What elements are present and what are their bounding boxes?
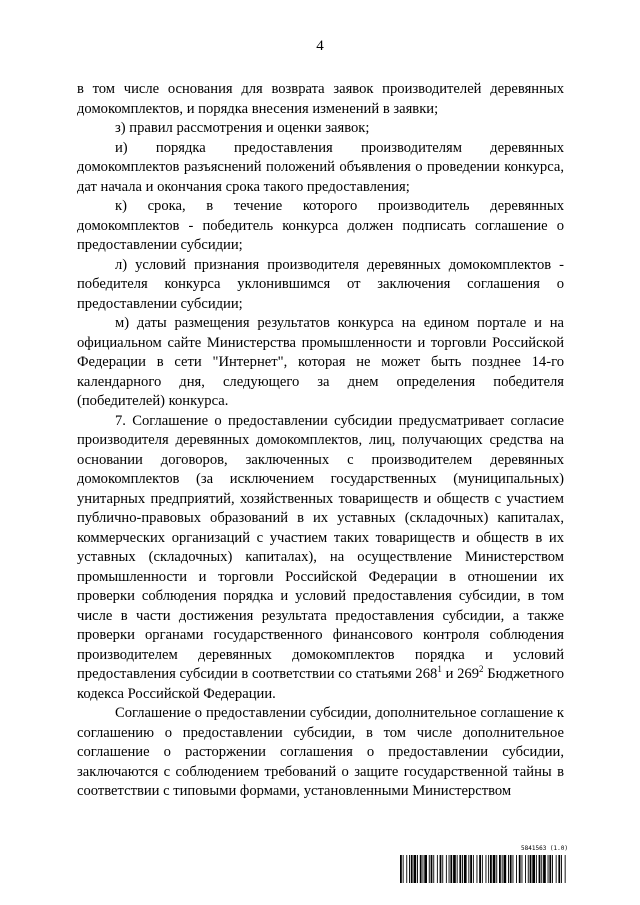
superscript-2: 2 [479,664,484,674]
paragraph-7-mid: и 269 [441,666,480,682]
paragraph-7-end: Бюджетного кодекса Российской Федерации. [77,666,564,702]
paragraph-continuation: в том числе основания для возврата заявок производителей деревянных домокомплектов, и порядка внесения изменений в заявки; [77,81,564,117]
paragraph-item-i: и) порядка предоставления производителям деревянных домокомплектов разъяснений положений объявления о проведении конкурса, дат начала и окончания срока такого предоставления; [77,139,564,195]
document-body [77,80,564,802]
barcode-icon [400,855,568,883]
paragraph-agreement: Соглашение о предоставлении субсидии, дополнительное соглашение к соглашению о предоставлении субсидии, в том числе дополнительное соглашение о расторжении соглашения о предоставлении субсидии, заключаются с соблюдением требований о защите государственной тайны в соответствии с типовыми формами, установленными Министерством [77,705,564,799]
paragraph-item-l: л) условий признания производителя деревянных домокомплектов - победителя конкурса уклонившимся от заключения соглашения о предоставлении субсидии; [77,256,564,312]
paragraph-item-k: к) срока, в течение которого производитель деревянных домокомплектов - победитель конкурса должен подписать соглашение о предоставлении субсидии; [77,198,564,253]
paragraph-7 [77,412,564,705]
paragraph-7-text: 7. Соглашение о предоставлении субсидии предусматривает согласие производителя деревянных домокомплектов, лиц, получающих средства на основании договоров, заключенных с производителем деревянных домокомплектов (за исключением государственных (муниципальных) унитарных предприятий, хозяйственных товариществ и обществ с участием публично-правовых образований в их уставных (складочных) капиталах, коммерческих организаций с участием таких товариществ и обществ в их уставных (складочных) капиталах), на осуществление Министерством промышленности и торговли Российской Федерации в отношении их проверки соблюдения порядка и условий предоставления субсидии, в том числе в части достижения результата предоставления субсидии, а также проверки органами государственного финансового контроля соблюдения производителем деревянных домокомплектов порядка и условий предоставления субсидии в соответствии со статьями 268 [77,412,564,682]
paragraph-item-m: м) даты размещения результатов конкурса на едином портале и на официальном сайте Министерства промышленности и торговли Российской Федерации в сети "Интернет", которая не может быть позднее 14-го календарного дня, следующего за днем определения победителя (победителей) конкурса. [77,315,564,409]
page-number: 4 [316,38,324,54]
document-barcode [400,845,568,885]
barcode-code: 5841563 (1.0) [521,845,568,852]
superscript-1: 1 [437,664,442,674]
paragraph-item-z: з) правил рассмотрения и оценки заявок; [115,120,370,136]
